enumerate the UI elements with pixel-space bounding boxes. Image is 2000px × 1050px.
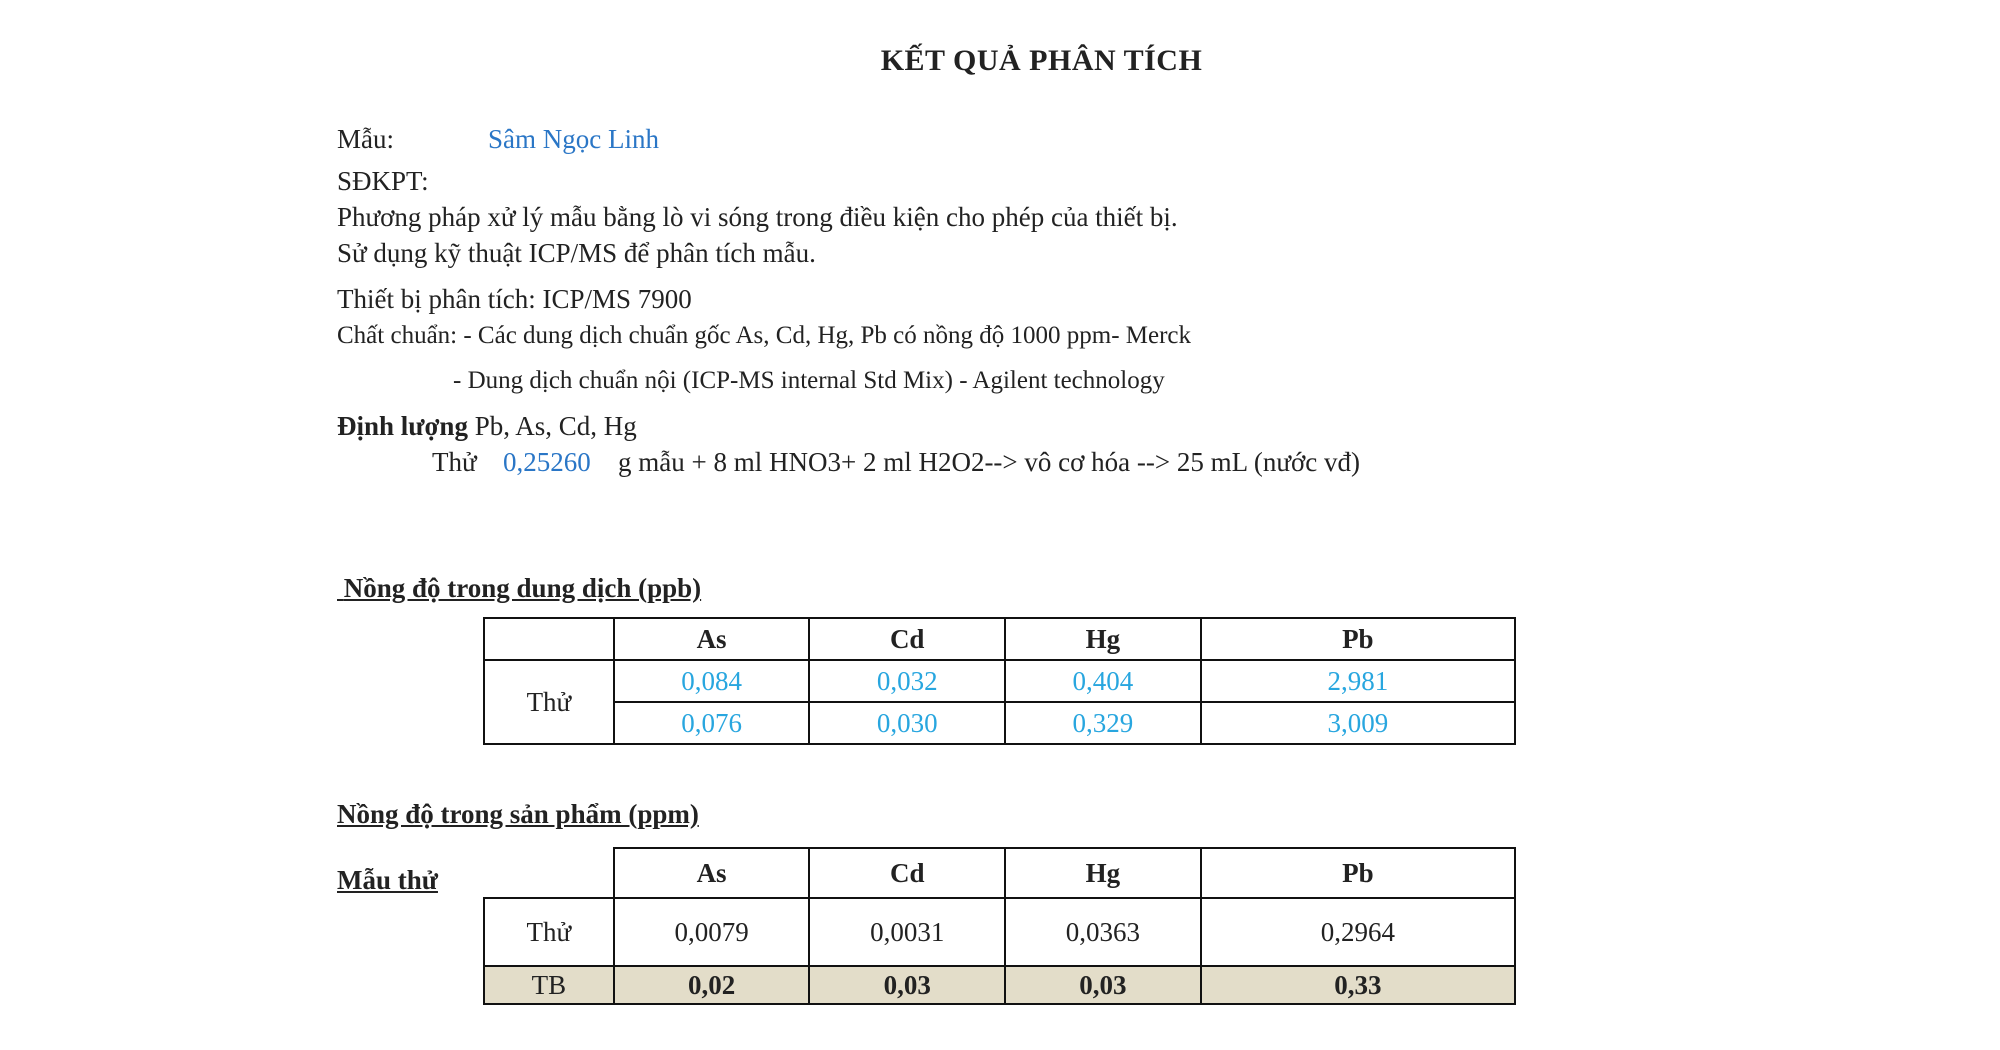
column-header-pb: Pb <box>1201 848 1515 898</box>
average-cell: 0,33 <box>1201 966 1515 1004</box>
prep-mass: 0,25260 <box>503 447 591 477</box>
sample-label: Mẫu: <box>337 124 394 154</box>
quantification-elements: Pb, As, Cd, Hg <box>467 411 637 441</box>
header-empty-cell <box>484 848 614 898</box>
row-label-thu: Thử <box>484 660 614 744</box>
column-header-hg: Hg <box>1005 618 1201 660</box>
table-cell: 2,981 <box>1201 660 1515 702</box>
table-header-row <box>484 618 1515 660</box>
sdkpt-label: SĐKPT: <box>337 166 429 196</box>
sample-value: Sâm Ngọc Linh <box>488 124 659 154</box>
document-title: KẾT QUẢ PHÂN TÍCH <box>880 44 1203 77</box>
table-row <box>484 898 1515 966</box>
column-header-as: As <box>614 618 810 660</box>
table-cell: 0,032 <box>809 660 1005 702</box>
average-cell: 0,03 <box>1005 966 1201 1004</box>
table-cell: 0,329 <box>1005 702 1201 744</box>
table-cell: 3,009 <box>1201 702 1515 744</box>
table-row <box>484 702 1515 744</box>
average-row <box>484 966 1515 1004</box>
row-label-thu: Thử <box>484 898 614 966</box>
table-cell: 0,076 <box>614 702 810 744</box>
method-line-1: Phương pháp xử lý mẫu bằng lò vi sóng trong điều kiện cho phép của thiết bị. <box>337 202 1178 232</box>
table-cell: 0,0363 <box>1005 898 1201 966</box>
table-cell: 0,084 <box>614 660 810 702</box>
instrument-line: Thiết bị phân tích: ICP/MS 7900 <box>337 284 692 314</box>
method-line-2: Sử dụng kỹ thuật ICP/MS để phân tích mẫu. <box>337 238 816 268</box>
row-label-tb: TB <box>484 966 614 1004</box>
solution-concentration-table <box>483 617 1516 745</box>
solution-table-heading: Nồng độ trong dung dịch (ppb) <box>343 573 702 603</box>
standards-line-2: - Dung dịch chuẩn nội (ICP-MS internal Std Mix) - Agilent technology <box>453 367 1165 394</box>
quantification-label: Định lượng <box>337 411 468 441</box>
column-header-pb: Pb <box>1201 618 1515 660</box>
column-header-cd: Cd <box>809 848 1005 898</box>
product-concentration-table <box>483 847 1516 1005</box>
table-row <box>484 660 1515 702</box>
table-cell: 0,030 <box>809 702 1005 744</box>
table-cell: 0,0031 <box>809 898 1005 966</box>
average-cell: 0,02 <box>614 966 810 1004</box>
prep-description: g mẫu + 8 ml HNO3+ 2 ml H2O2--> vô cơ hóa --> 25 mL (nước vđ) <box>618 447 1360 477</box>
table-cell: 0,0079 <box>614 898 810 966</box>
column-header-hg: Hg <box>1005 848 1201 898</box>
prep-label: Thử <box>432 447 477 477</box>
quantification-line <box>337 411 637 442</box>
average-cell: 0,03 <box>809 966 1005 1004</box>
table-header-row <box>484 848 1515 898</box>
column-header-cd: Cd <box>809 618 1005 660</box>
column-header-as: As <box>614 848 810 898</box>
standards-line-1: Chất chuẩn: - Các dung dịch chuẩn gốc As, Cd, Hg, Pb có nồng độ 1000 ppm- Merck <box>337 322 1192 349</box>
sample-side-label: Mẫu thử <box>337 865 438 895</box>
table-cell: 0,2964 <box>1201 898 1515 966</box>
header-empty-cell <box>484 618 614 660</box>
product-table-heading: Nồng độ trong sản phẩm (ppm) <box>337 799 699 829</box>
table-cell: 0,404 <box>1005 660 1201 702</box>
